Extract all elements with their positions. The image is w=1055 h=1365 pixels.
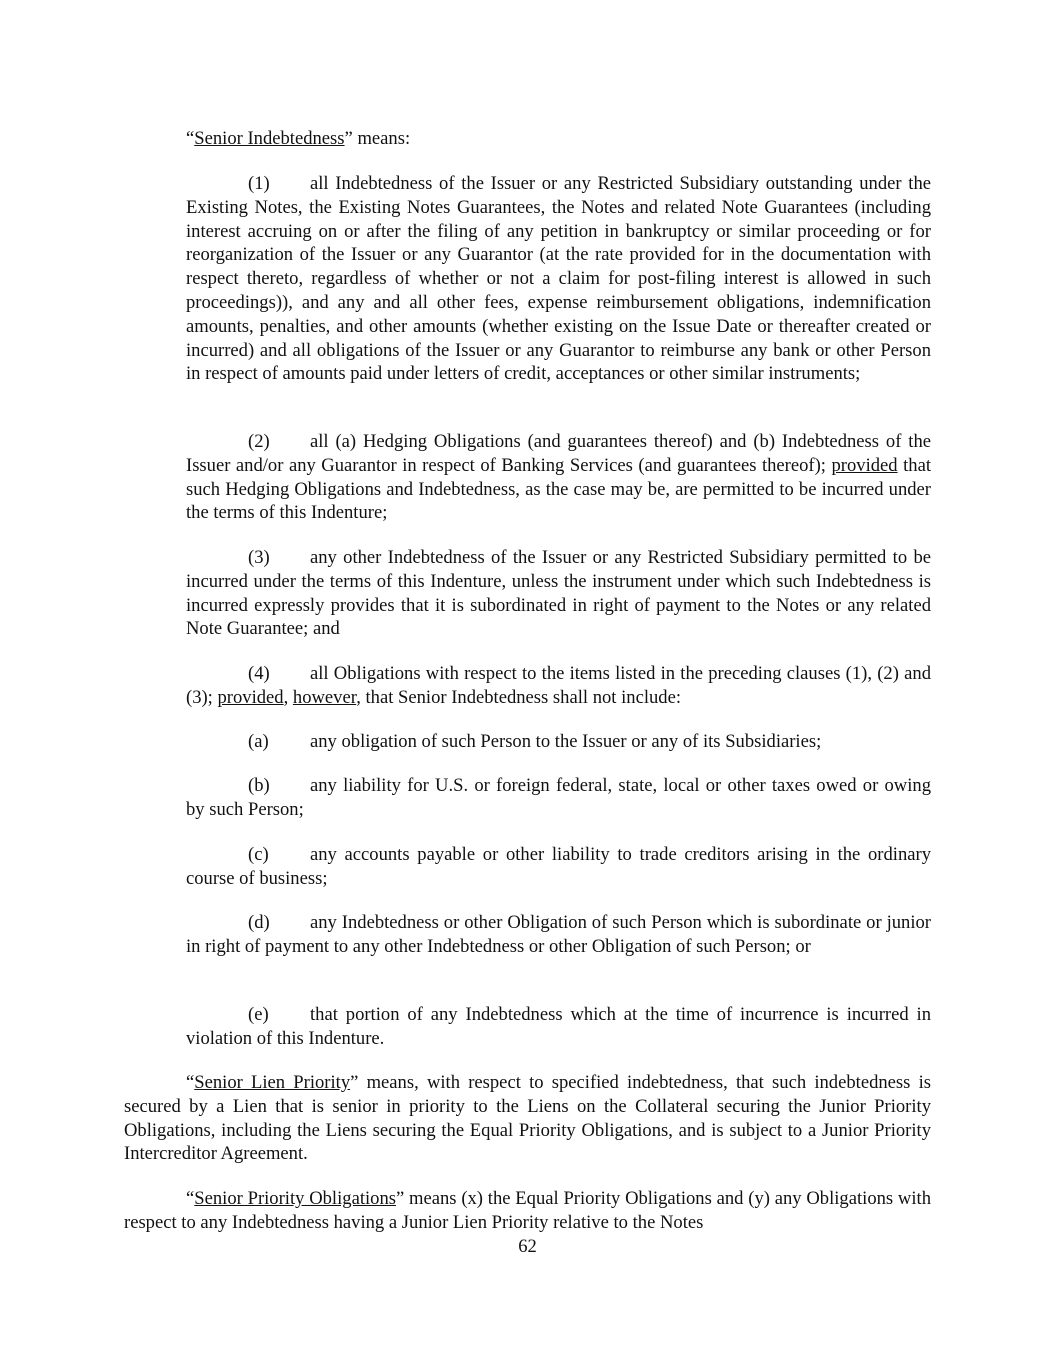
clause-2-provided: provided	[831, 454, 898, 476]
clause-1-text: all Indebtedness of the Issuer or any Restricted Subsidiary outstanding under the Existing Notes, the Existing Notes Guarantees, the Notes and related Note Guarantees (including interest accruing on or after the filing of any petition in bankruptcy or similar proceeding or for reorganization of the Issuer or any Guarantor (at the rate provided for in the documentation with respect thereto, regardless of whether or not a claim for post-filing interest is allowed in such proceedings)), and any and all other fees, expense reimbursement obligations, indemnification amounts, penalties, and other amounts (whether existing on the Issue Date or thereafter created or incurred) and all obligations of the Issuer or any Guarantor to reimburse any bank or other Person in respect of amounts paid under letters of credit, acceptances or other similar instruments;	[186, 173, 931, 385]
definition-senior-lien-priority	[124, 1071, 931, 1166]
clause-2-number: (2)	[248, 431, 270, 452]
clause-2	[186, 430, 931, 525]
clause-3-text: any other Indebtedness of the Issuer or any Restricted Subsidiary permitted to be incurred under the terms of this Indenture, unless the instrument under which such Indebtedness is incurred expressly provides that it is subordinated in right of payment to the Notes or any related Note Guarantee; and	[186, 547, 931, 640]
exclusion-c	[186, 843, 931, 891]
heading-rest: ” means:	[344, 128, 411, 149]
exclusion-d-text: any Indebtedness or other Obligation of such Person which is subordinate or junior in right of payment to any other Indebtedness or other Obligation of such Person; or	[186, 912, 931, 957]
heading-senior-indebtedness	[186, 127, 931, 151]
page-number: 62	[518, 1236, 537, 1257]
exclusion-c-number: (c)	[248, 844, 269, 865]
exclusion-a-number: (a)	[248, 731, 269, 752]
exclusion-d	[186, 911, 931, 959]
clause-2-text-a: all (a) Hedging Obligations (and guarantees thereof) and (b) Indebtedness of the Issuer and/or any Guarantor in respect of Banking Services (and guarantees thereof);	[186, 431, 931, 476]
clause-2-text-b: that such Hedging Obligations and Indebtedness, as the case may be, are permitted to be incurred under the terms of this Indenture;	[186, 454, 931, 524]
clause-3	[186, 546, 931, 641]
definition-1-open-quote: “	[186, 1072, 195, 1093]
definition-2-open-quote: “	[186, 1188, 195, 1209]
definition-senior-priority-obligations	[124, 1187, 931, 1235]
clause-3-number: (3)	[248, 547, 270, 568]
heading-open-quote: “	[186, 128, 195, 149]
heading-term: Senior Indebtedness	[194, 128, 345, 149]
clause-4-separator: ,	[283, 686, 293, 708]
clause-4-text-b: , that Senior Indebtedness shall not include:	[356, 686, 681, 708]
clause-4-number: (4)	[248, 663, 270, 684]
exclusion-b-text: any liability for U.S. or foreign federal, state, local or other taxes owed or owing by such Person;	[186, 775, 931, 820]
clause-1-number: (1)	[248, 173, 270, 194]
exclusion-d-number: (d)	[248, 912, 270, 933]
exclusion-e	[186, 1003, 931, 1051]
clause-4-however: however	[292, 686, 357, 708]
exclusion-c-text: any accounts payable or other liability to trade creditors arising in the ordinary course of business;	[186, 844, 931, 889]
clause-4-text-a: all Obligations with respect to the items listed in the preceding clauses (1), (2) and (3);	[186, 663, 931, 708]
exclusion-e-text: that portion of any Indebtedness which at the time of incurrence is incurred in violation of this Indenture.	[186, 1004, 931, 1049]
exclusion-e-number: (e)	[248, 1004, 269, 1025]
exclusion-b	[186, 774, 931, 822]
clause-4-provided: provided	[217, 686, 284, 708]
definition-2-text: ” means (x) the Equal Priority Obligations and (y) any Obligations with respect to any Indebtedness having a Junior Lien Priority relative to the Notes	[124, 1188, 931, 1233]
clause-1	[186, 172, 931, 386]
exclusion-a	[186, 730, 931, 754]
definition-2-term: Senior Priority Obligations	[194, 1188, 396, 1209]
exclusion-b-number: (b)	[248, 775, 270, 796]
exclusion-a-text: any obligation of such Person to the Issuer or any of its Subsidiaries;	[310, 731, 822, 752]
definition-1-text: ” means, with respect to specified indebtedness, that such indebtedness is secured by a Lien that is senior in priority to the Liens on the Collateral securing the Junior Priority Obligations, including the Liens securing the Equal Priority Obligations, and is subject to a Junior Priority Intercreditor Agreement.	[124, 1072, 931, 1165]
clause-4	[186, 662, 931, 710]
definition-1-term: Senior Lien Priority	[194, 1072, 351, 1093]
